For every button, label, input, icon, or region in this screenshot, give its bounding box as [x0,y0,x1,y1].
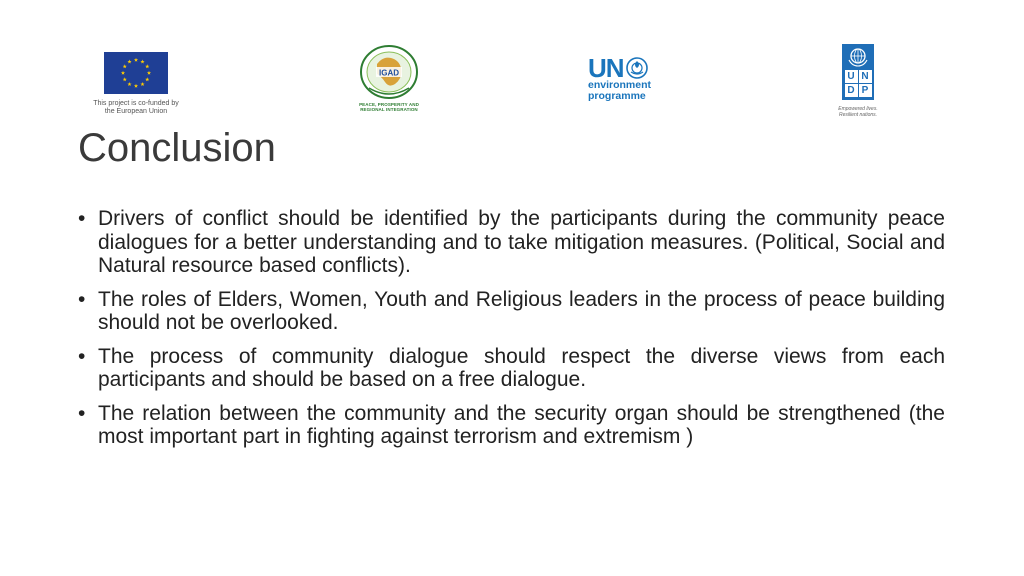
bullet-text: The relation between the community and the security organ should be strengthened (the most important part in fighting against terrorism and extremism ) [98,401,945,448]
bullet-item [78,345,945,392]
unep-line-1: environment [588,79,652,91]
eu-caption-line-1: This project is co-funded by [93,100,179,107]
igad-caption [352,102,426,112]
bullet-text: The roles of Elders, Women, Youth and Religious leaders in the process of peace building should not be overlooked. [98,287,945,334]
bullet-marker: • [78,401,86,425]
bullet-marker: • [78,344,86,368]
slide-title: Conclusion [78,126,276,170]
un-emblem-icon [846,46,870,68]
undp-box [842,44,874,100]
undp-letter-d: D [845,84,858,97]
igad-logo [352,44,426,112]
undp-tagline-line-1: Empowered lives. [838,106,878,112]
igad-emblem-icon [359,44,419,100]
unep-laurel-icon [626,57,648,79]
undp-tagline-line-2: Resilient nations. [838,112,878,118]
unep-line-2: programme [588,90,646,102]
bullet-item [78,288,945,335]
eu-logo [86,52,186,116]
eu-flag-icon [104,52,168,94]
undp-letter-grid [842,70,874,97]
undp-logo [832,44,884,118]
undp-letter-u: U [845,70,858,83]
bullet-marker: • [78,207,86,230]
bullet-text: The process of community dialogue should respect the diverse views from each participants and should be based on a free dialogue. [98,344,945,391]
undp-letter-p: P [859,84,872,97]
eu-caption [86,100,186,116]
bullet-marker: • [78,287,86,311]
unep-top [588,53,668,83]
undp-tagline [832,106,884,118]
igad-caption-line-2: REGIONAL INTEGRATION [360,107,418,112]
unep-mark: UN [588,53,624,83]
eu-caption-line-2: the European Union [104,108,168,115]
igad-emblem-text: IGAD [379,68,399,78]
bullet-list [78,207,945,459]
igad-caption-line-1: PEACE, PROSPERITY AND [359,102,419,107]
bullet-text: Drivers of conflict should be identified by the participants during the community peace dialogues for a better understanding and to take mitigation measures. (Political, Social and Natural resource based conflicts). [98,207,945,277]
unep-logo [588,53,668,102]
bullet-item [78,207,945,278]
undp-letter-n: N [859,70,872,83]
bullet-item [78,402,945,449]
